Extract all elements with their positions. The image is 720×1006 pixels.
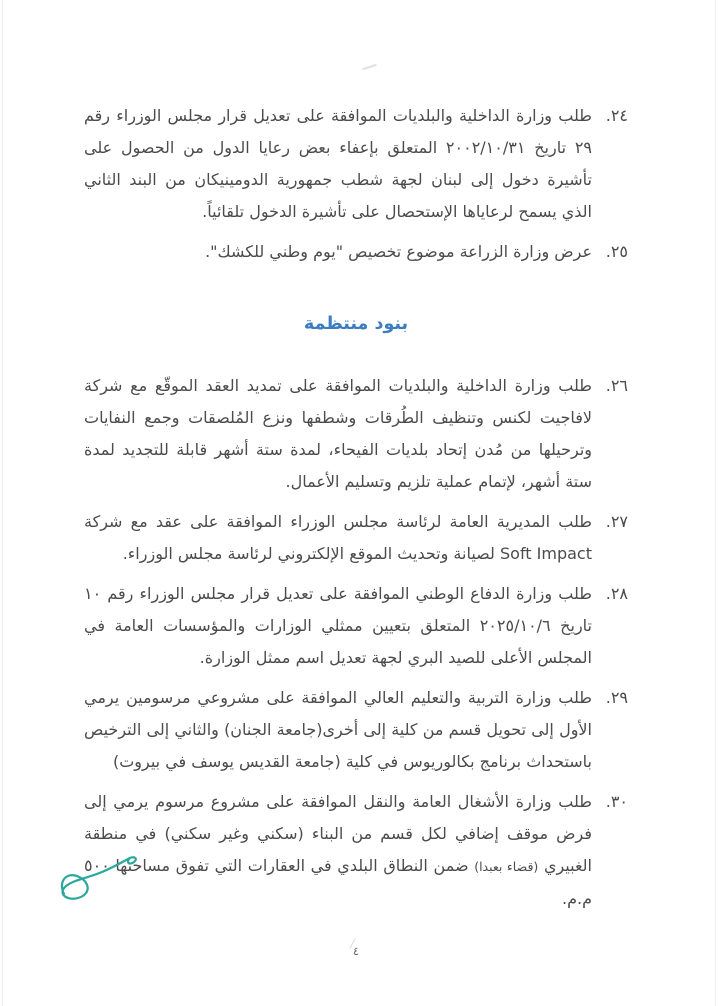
signature-scribble-icon (54, 850, 146, 918)
item-text: طلب وزارة الداخلية والبلديات الموافقة على تمديد العقد الموقّع مع شركة لافاجيت لكنس وتنظيف الطُرقات وشطفها ونزع المُلصقات وجمع النفايات وترحيلها من مُدن إتحاد بلديات الفيحاء، لمدة ستة أشهر قابلة للتجديد لمدة ستة أشهر، لإتمام عملية تلزيم وتسليم الأعمال. (84, 376, 592, 491)
agenda-item-26 (84, 370, 628, 498)
page-number: ٤ (352, 944, 360, 958)
item-text-part: ضمن النطاق البلدي في العقارات التي تفوق مساحتها ٥٠٠ م.م. (84, 856, 592, 908)
item-text-small-parenthetical: (قضاء بعبدا) (474, 859, 539, 874)
item-number: ٢٦. (605, 376, 628, 395)
item-text: طلب وزارة الداخلية والبلديات الموافقة على تعديل قرار مجلس الوزراء رقم ٢٩ تاريخ ٢٠٠٢/١٠/٣١ المتعلق بإعفاء بعض رعايا الدول من الحصول على تأشيرة دخول إلى لبنان لجهة شطب جمهورية الدومينيكان من البند الثاني الذي يسمح لرعاياها الإستحصال على تأشيرة الدخول تلقائياً. (84, 106, 592, 221)
agenda-item-29 (84, 682, 628, 778)
scan-artifact-mark (362, 64, 377, 71)
item-text: طلب وزارة الدفاع الوطني الموافقة على تعديل قرار مجلس الوزراء رقم ١٠ تاريخ ٢٠٢٥/١٠/٦ المتعلق بتعيين ممثلي الوزارات والمؤسسات العامة في المجلس الأعلى للصيد البري لجهة تعديل اسم ممثل الوزارة. (84, 584, 592, 667)
item-text (84, 786, 592, 915)
item-text: عرض وزارة الزراعة موضوع تخصيص "يوم وطني للكشك". (205, 242, 592, 261)
item-number: ٢٩. (605, 688, 628, 707)
item-number: ٣٠. (605, 792, 628, 811)
agenda-item-25 (84, 236, 628, 268)
item-text-part: طلب وزارة الأشغال العامة والنقل الموافقة على مشروع مرسوم يرمي إلى فرض موقف إضافي لكل قسم من البناء (سكني وغير سكني) في منطقة الغبيري (84, 792, 592, 875)
scan-edge-left (2, 0, 3, 1006)
item-text: طلب وزارة التربية والتعليم العالي الموافقة على مشروعي مرسومين يرمي الأول إلى تحويل قسم من كلية إلى أخرى(جامعة الجنان) والثاني إلى الترخيص باستحداث برنامج بكالوريوس في كلية (جامعة القديس يوسف في بيروت) (84, 688, 592, 771)
agenda-item-24 (84, 100, 628, 228)
item-number: ٢٥. (605, 242, 628, 261)
document-body (84, 100, 628, 923)
scan-edge-right (715, 0, 716, 1006)
item-number: ٢٤. (605, 106, 628, 125)
agenda-item-30 (84, 786, 628, 915)
item-text: طلب المديرية العامة لرئاسة مجلس الوزراء الموافقة على عقد مع شركة Soft Impact لصيانة وتحديث الموقع الإلكتروني لرئاسة مجلس الوزراء. (84, 512, 592, 563)
section-heading: بنود منتظمة (303, 314, 409, 334)
item-number: ٢٨. (605, 584, 628, 603)
item-number: ٢٧. (605, 512, 628, 531)
agenda-item-27 (84, 506, 628, 570)
agenda-item-28 (84, 578, 628, 674)
